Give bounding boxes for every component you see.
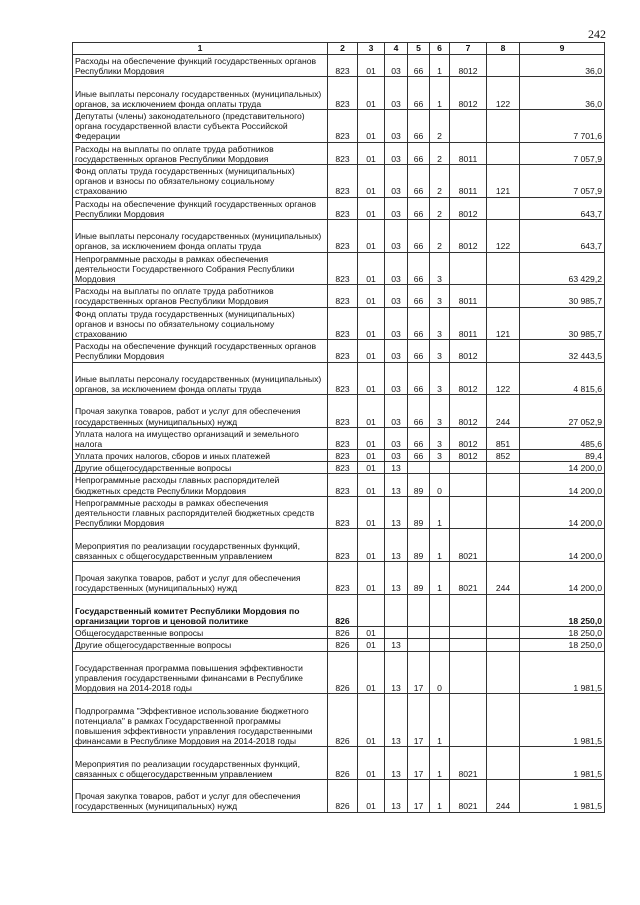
article-cell bbox=[450, 462, 487, 474]
subsection-cell: 03 bbox=[385, 340, 408, 362]
subprogram-cell: 3 bbox=[430, 307, 450, 340]
name-cell: Общегосударственные вопросы bbox=[73, 627, 328, 639]
name-cell: Мероприятия по реализации государственных функций, связанных с общегосударственным управлением bbox=[73, 529, 328, 562]
ministry-code-cell: 826 bbox=[328, 627, 358, 639]
expense-type-cell bbox=[487, 474, 520, 496]
expense-type-cell: 122 bbox=[487, 362, 520, 395]
amount-cell: 32 443,5 bbox=[520, 340, 605, 362]
subprogram-cell: 3 bbox=[430, 252, 450, 285]
section-cell: 01 bbox=[358, 651, 385, 694]
section-cell: 01 bbox=[358, 164, 385, 197]
name-cell: Расходы на выплаты по оплате труда работников государственных органов Республики Мордовия bbox=[73, 142, 328, 164]
program-cell: 66 bbox=[408, 362, 430, 395]
table-row bbox=[73, 197, 605, 219]
program-cell: 66 bbox=[408, 219, 430, 252]
article-cell: 8011 bbox=[450, 307, 487, 340]
table-row bbox=[73, 340, 605, 362]
expense-type-cell: 244 bbox=[487, 395, 520, 428]
section-cell: 01 bbox=[358, 285, 385, 307]
program-cell: 66 bbox=[408, 109, 430, 142]
subprogram-cell bbox=[430, 627, 450, 639]
table-row bbox=[73, 109, 605, 142]
name-cell: Расходы на обеспечение функций государственных органов Республики Мордовия bbox=[73, 55, 328, 77]
section-cell: 01 bbox=[358, 77, 385, 110]
article-cell bbox=[450, 694, 487, 747]
section-cell: 01 bbox=[358, 747, 385, 780]
name-cell: Фонд оплаты труда государственных (муниципальных) органов и взносы по обязательному социальному страхованию bbox=[73, 307, 328, 340]
program-cell: 17 bbox=[408, 747, 430, 780]
subprogram-cell bbox=[430, 594, 450, 627]
subsection-cell: 03 bbox=[385, 252, 408, 285]
article-cell: 8011 bbox=[450, 285, 487, 307]
program-cell: 17 bbox=[408, 780, 430, 813]
program-cell bbox=[408, 594, 430, 627]
expense-type-cell bbox=[487, 285, 520, 307]
table-row bbox=[73, 307, 605, 340]
table-row bbox=[73, 474, 605, 496]
section-cell: 01 bbox=[358, 529, 385, 562]
amount-cell: 63 429,2 bbox=[520, 252, 605, 285]
subsection-cell: 03 bbox=[385, 55, 408, 77]
expense-type-cell bbox=[487, 747, 520, 780]
table-row bbox=[73, 427, 605, 449]
expense-type-cell bbox=[487, 639, 520, 651]
program-cell bbox=[408, 627, 430, 639]
article-cell: 8012 bbox=[450, 362, 487, 395]
amount-cell: 7 057,9 bbox=[520, 164, 605, 197]
article-cell: 8012 bbox=[450, 427, 487, 449]
amount-cell: 1 981,5 bbox=[520, 780, 605, 813]
ministry-code-cell: 823 bbox=[328, 109, 358, 142]
table-row bbox=[73, 395, 605, 428]
ministry-code-cell: 823 bbox=[328, 529, 358, 562]
amount-cell: 36,0 bbox=[520, 55, 605, 77]
header-col-3: 3 bbox=[358, 43, 385, 55]
article-cell: 8011 bbox=[450, 142, 487, 164]
ministry-code-cell: 823 bbox=[328, 252, 358, 285]
amount-cell: 14 200,0 bbox=[520, 474, 605, 496]
article-cell: 8012 bbox=[450, 197, 487, 219]
program-cell: 89 bbox=[408, 529, 430, 562]
subprogram-cell: 1 bbox=[430, 55, 450, 77]
table-row bbox=[73, 529, 605, 562]
subprogram-cell: 1 bbox=[430, 496, 450, 529]
name-cell: Непрограммные расходы в рамках обеспечения деятельности Государственного Собрания Республики Мордовия bbox=[73, 252, 328, 285]
ministry-code-cell: 823 bbox=[328, 427, 358, 449]
subsection-cell bbox=[385, 594, 408, 627]
table-row bbox=[73, 594, 605, 627]
name-cell: Другие общегосударственные вопросы bbox=[73, 462, 328, 474]
name-cell: Государственная программа повышения эффективности управления государственными финансами в Республике Мордовия на 2014-2018 годы bbox=[73, 651, 328, 694]
amount-cell: 4 815,6 bbox=[520, 362, 605, 395]
expense-type-cell: 244 bbox=[487, 562, 520, 595]
subprogram-cell: 1 bbox=[430, 780, 450, 813]
section-cell: 01 bbox=[358, 639, 385, 651]
subsection-cell: 03 bbox=[385, 285, 408, 307]
program-cell: 89 bbox=[408, 562, 430, 595]
program-cell: 89 bbox=[408, 496, 430, 529]
expense-type-cell bbox=[487, 651, 520, 694]
header-col-6: 6 bbox=[430, 43, 450, 55]
ministry-code-cell: 823 bbox=[328, 562, 358, 595]
amount-cell: 14 200,0 bbox=[520, 562, 605, 595]
subsection-cell: 13 bbox=[385, 747, 408, 780]
program-cell: 17 bbox=[408, 694, 430, 747]
subsection-cell: 13 bbox=[385, 694, 408, 747]
ministry-code-cell: 823 bbox=[328, 395, 358, 428]
amount-cell: 643,7 bbox=[520, 197, 605, 219]
section-cell: 01 bbox=[358, 427, 385, 449]
amount-cell: 89,4 bbox=[520, 450, 605, 462]
section-cell: 01 bbox=[358, 474, 385, 496]
section-cell bbox=[358, 594, 385, 627]
article-cell bbox=[450, 252, 487, 285]
header-col-7: 7 bbox=[450, 43, 487, 55]
amount-cell: 1 981,5 bbox=[520, 694, 605, 747]
expense-type-cell bbox=[487, 340, 520, 362]
subsection-cell: 03 bbox=[385, 219, 408, 252]
expense-type-cell: 121 bbox=[487, 164, 520, 197]
ministry-code-cell: 823 bbox=[328, 164, 358, 197]
section-cell: 01 bbox=[358, 450, 385, 462]
section-cell: 01 bbox=[358, 780, 385, 813]
subsection-cell: 03 bbox=[385, 450, 408, 462]
header-col-2: 2 bbox=[328, 43, 358, 55]
program-cell bbox=[408, 639, 430, 651]
section-cell: 01 bbox=[358, 252, 385, 285]
expense-type-cell bbox=[487, 462, 520, 474]
ministry-code-cell: 823 bbox=[328, 285, 358, 307]
ministry-code-cell: 823 bbox=[328, 450, 358, 462]
subsection-cell: 13 bbox=[385, 474, 408, 496]
amount-cell: 18 250,0 bbox=[520, 639, 605, 651]
program-cell: 66 bbox=[408, 252, 430, 285]
subprogram-cell: 1 bbox=[430, 562, 450, 595]
program-cell: 66 bbox=[408, 395, 430, 428]
ministry-code-cell: 823 bbox=[328, 77, 358, 110]
expense-type-cell: 121 bbox=[487, 307, 520, 340]
subsection-cell: 03 bbox=[385, 307, 408, 340]
subsection-cell: 03 bbox=[385, 395, 408, 428]
expense-type-cell: 851 bbox=[487, 427, 520, 449]
name-cell: Другие общегосударственные вопросы bbox=[73, 639, 328, 651]
header-col-8: 8 bbox=[487, 43, 520, 55]
article-cell bbox=[450, 474, 487, 496]
ministry-code-cell: 826 bbox=[328, 594, 358, 627]
ministry-code-cell: 823 bbox=[328, 496, 358, 529]
table-body bbox=[73, 55, 605, 813]
subsection-cell: 13 bbox=[385, 780, 408, 813]
article-cell: 8012 bbox=[450, 340, 487, 362]
subsection-cell: 03 bbox=[385, 362, 408, 395]
ministry-code-cell: 823 bbox=[328, 474, 358, 496]
article-cell: 8011 bbox=[450, 164, 487, 197]
name-cell: Подпрограмма "Эффективное использование бюджетного потенциала" в рамках Государственной программы повышения эффективности управления государственными финансами в Республике Мордовия на 2014-2018 годы bbox=[73, 694, 328, 747]
amount-cell: 14 200,0 bbox=[520, 462, 605, 474]
name-cell: Иные выплаты персоналу государственных (муниципальных) органов, за исключением фонда оплаты труда bbox=[73, 362, 328, 395]
name-cell: Иные выплаты персоналу государственных (муниципальных) органов, за исключением фонда оплаты труда bbox=[73, 219, 328, 252]
section-cell: 01 bbox=[358, 307, 385, 340]
ministry-code-cell: 826 bbox=[328, 780, 358, 813]
program-cell: 89 bbox=[408, 474, 430, 496]
table-row bbox=[73, 747, 605, 780]
ministry-code-cell: 823 bbox=[328, 55, 358, 77]
table-row bbox=[73, 562, 605, 595]
subsection-cell: 13 bbox=[385, 496, 408, 529]
section-cell: 01 bbox=[358, 142, 385, 164]
name-cell: Расходы на выплаты по оплате труда работников государственных органов Республики Мордовия bbox=[73, 285, 328, 307]
table-row bbox=[73, 219, 605, 252]
table-row bbox=[73, 285, 605, 307]
subsection-cell: 13 bbox=[385, 639, 408, 651]
amount-cell: 14 200,0 bbox=[520, 529, 605, 562]
amount-cell: 27 052,9 bbox=[520, 395, 605, 428]
expense-type-cell bbox=[487, 142, 520, 164]
ministry-code-cell: 826 bbox=[328, 747, 358, 780]
name-cell: Прочая закупка товаров, работ и услуг для обеспечения государственных (муниципальных) нужд bbox=[73, 780, 328, 813]
expense-type-cell bbox=[487, 627, 520, 639]
table-row bbox=[73, 462, 605, 474]
subsection-cell: 13 bbox=[385, 562, 408, 595]
subprogram-cell: 2 bbox=[430, 197, 450, 219]
article-cell: 8021 bbox=[450, 529, 487, 562]
amount-cell: 36,0 bbox=[520, 77, 605, 110]
section-cell: 01 bbox=[358, 462, 385, 474]
section-cell: 01 bbox=[358, 362, 385, 395]
subprogram-cell: 2 bbox=[430, 164, 450, 197]
subprogram-cell: 3 bbox=[430, 362, 450, 395]
section-cell: 01 bbox=[358, 219, 385, 252]
expense-type-cell bbox=[487, 109, 520, 142]
program-cell: 66 bbox=[408, 450, 430, 462]
table-row bbox=[73, 450, 605, 462]
article-cell bbox=[450, 594, 487, 627]
subsection-cell: 13 bbox=[385, 651, 408, 694]
article-cell: 8012 bbox=[450, 450, 487, 462]
program-cell bbox=[408, 462, 430, 474]
name-cell: Прочая закупка товаров, работ и услуг для обеспечения государственных (муниципальных) нужд bbox=[73, 395, 328, 428]
subprogram-cell: 2 bbox=[430, 142, 450, 164]
table-row bbox=[73, 780, 605, 813]
name-cell: Мероприятия по реализации государственных функций, связанных с общегосударственным управлением bbox=[73, 747, 328, 780]
program-cell: 66 bbox=[408, 55, 430, 77]
ministry-code-cell: 823 bbox=[328, 142, 358, 164]
subprogram-cell: 3 bbox=[430, 427, 450, 449]
subsection-cell: 03 bbox=[385, 142, 408, 164]
ministry-code-cell: 823 bbox=[328, 307, 358, 340]
table-row bbox=[73, 77, 605, 110]
program-cell: 66 bbox=[408, 307, 430, 340]
subprogram-cell: 3 bbox=[430, 450, 450, 462]
table-row bbox=[73, 496, 605, 529]
subprogram-cell: 1 bbox=[430, 529, 450, 562]
subsection-cell: 13 bbox=[385, 462, 408, 474]
subprogram-cell: 3 bbox=[430, 340, 450, 362]
amount-cell: 485,6 bbox=[520, 427, 605, 449]
program-cell: 66 bbox=[408, 340, 430, 362]
table-row bbox=[73, 651, 605, 694]
article-cell bbox=[450, 109, 487, 142]
name-cell: Депутаты (члены) законодательного (представительного) органа государственной власти субъекта Российской Федерации bbox=[73, 109, 328, 142]
section-cell: 01 bbox=[358, 395, 385, 428]
section-cell: 01 bbox=[358, 55, 385, 77]
subsection-cell bbox=[385, 627, 408, 639]
header-col-5: 5 bbox=[408, 43, 430, 55]
section-cell: 01 bbox=[358, 694, 385, 747]
name-cell: Уплата налога на имущество организаций и земельного налога bbox=[73, 427, 328, 449]
header-col-1: 1 bbox=[73, 43, 328, 55]
expense-type-cell bbox=[487, 594, 520, 627]
table-row bbox=[73, 694, 605, 747]
table-row bbox=[73, 362, 605, 395]
subsection-cell: 03 bbox=[385, 77, 408, 110]
ministry-code-cell: 826 bbox=[328, 639, 358, 651]
program-cell: 66 bbox=[408, 77, 430, 110]
subprogram-cell: 2 bbox=[430, 219, 450, 252]
ministry-code-cell: 823 bbox=[328, 219, 358, 252]
subprogram-cell: 2 bbox=[430, 109, 450, 142]
ministry-code-cell: 826 bbox=[328, 694, 358, 747]
article-cell: 8012 bbox=[450, 219, 487, 252]
name-cell: Расходы на обеспечение функций государственных органов Республики Мордовия bbox=[73, 197, 328, 219]
article-cell: 8012 bbox=[450, 77, 487, 110]
article-cell: 8021 bbox=[450, 780, 487, 813]
article-cell bbox=[450, 651, 487, 694]
amount-cell: 14 200,0 bbox=[520, 496, 605, 529]
subsection-cell: 13 bbox=[385, 529, 408, 562]
name-cell: Государственный комитет Республики Мордовия по организации торгов и ценовой политике bbox=[73, 594, 328, 627]
article-cell bbox=[450, 627, 487, 639]
table-row bbox=[73, 55, 605, 77]
expense-type-cell bbox=[487, 252, 520, 285]
subsection-cell: 03 bbox=[385, 197, 408, 219]
header-col-9: 9 bbox=[520, 43, 605, 55]
subprogram-cell: 1 bbox=[430, 77, 450, 110]
expense-type-cell bbox=[487, 496, 520, 529]
name-cell: Иные выплаты персоналу государственных (муниципальных) органов, за исключением фонда оплаты труда bbox=[73, 77, 328, 110]
program-cell: 66 bbox=[408, 427, 430, 449]
program-cell: 66 bbox=[408, 197, 430, 219]
amount-cell: 1 981,5 bbox=[520, 747, 605, 780]
expense-type-cell bbox=[487, 694, 520, 747]
section-cell: 01 bbox=[358, 340, 385, 362]
program-cell: 66 bbox=[408, 285, 430, 307]
subprogram-cell: 3 bbox=[430, 395, 450, 428]
subprogram-cell: 0 bbox=[430, 651, 450, 694]
program-cell: 17 bbox=[408, 651, 430, 694]
table-row bbox=[73, 142, 605, 164]
subprogram-cell bbox=[430, 639, 450, 651]
expense-type-cell: 244 bbox=[487, 780, 520, 813]
name-cell: Непрограммные расходы главных распорядителей бюджетных средств Республики Мордовия bbox=[73, 474, 328, 496]
amount-cell: 643,7 bbox=[520, 219, 605, 252]
article-cell: 8012 bbox=[450, 395, 487, 428]
table-header-row bbox=[73, 43, 605, 55]
expense-type-cell bbox=[487, 529, 520, 562]
expense-type-cell: 122 bbox=[487, 219, 520, 252]
article-cell bbox=[450, 496, 487, 529]
ministry-code-cell: 823 bbox=[328, 362, 358, 395]
section-cell: 01 bbox=[358, 496, 385, 529]
amount-cell: 30 985,7 bbox=[520, 285, 605, 307]
ministry-code-cell: 826 bbox=[328, 651, 358, 694]
article-cell bbox=[450, 639, 487, 651]
amount-cell: 30 985,7 bbox=[520, 307, 605, 340]
amount-cell: 18 250,0 bbox=[520, 627, 605, 639]
budget-table bbox=[72, 42, 605, 813]
name-cell: Фонд оплаты труда государственных (муниципальных) органов и взносы по обязательному социальному страхованию bbox=[73, 164, 328, 197]
ministry-code-cell: 823 bbox=[328, 462, 358, 474]
amount-cell: 7 057,9 bbox=[520, 142, 605, 164]
table-row bbox=[73, 639, 605, 651]
subprogram-cell: 1 bbox=[430, 694, 450, 747]
amount-cell: 7 701,6 bbox=[520, 109, 605, 142]
table-row bbox=[73, 252, 605, 285]
name-cell: Прочая закупка товаров, работ и услуг для обеспечения государственных (муниципальных) нужд bbox=[73, 562, 328, 595]
subprogram-cell: 1 bbox=[430, 747, 450, 780]
program-cell: 66 bbox=[408, 164, 430, 197]
section-cell: 01 bbox=[358, 197, 385, 219]
article-cell: 8021 bbox=[450, 562, 487, 595]
ministry-code-cell: 823 bbox=[328, 197, 358, 219]
expense-type-cell bbox=[487, 55, 520, 77]
section-cell: 01 bbox=[358, 562, 385, 595]
expense-type-cell: 852 bbox=[487, 450, 520, 462]
subprogram-cell: 3 bbox=[430, 285, 450, 307]
expense-type-cell: 122 bbox=[487, 77, 520, 110]
subsection-cell: 03 bbox=[385, 109, 408, 142]
header-col-4: 4 bbox=[385, 43, 408, 55]
subprogram-cell bbox=[430, 462, 450, 474]
table-row bbox=[73, 627, 605, 639]
name-cell: Уплата прочих налогов, сборов и иных платежей bbox=[73, 450, 328, 462]
page-number: 242 bbox=[588, 27, 606, 41]
amount-cell: 1 981,5 bbox=[520, 651, 605, 694]
subsection-cell: 03 bbox=[385, 164, 408, 197]
expense-type-cell bbox=[487, 197, 520, 219]
table-row bbox=[73, 164, 605, 197]
subprogram-cell: 0 bbox=[430, 474, 450, 496]
name-cell: Расходы на обеспечение функций государственных органов Республики Мордовия bbox=[73, 340, 328, 362]
amount-cell: 18 250,0 bbox=[520, 594, 605, 627]
ministry-code-cell: 823 bbox=[328, 340, 358, 362]
article-cell: 8021 bbox=[450, 747, 487, 780]
section-cell: 01 bbox=[358, 627, 385, 639]
program-cell: 66 bbox=[408, 142, 430, 164]
section-cell: 01 bbox=[358, 109, 385, 142]
name-cell: Непрограммные расходы в рамках обеспечения деятельности главных распорядителей бюджетных средств Республики Мордовия bbox=[73, 496, 328, 529]
subsection-cell: 03 bbox=[385, 427, 408, 449]
article-cell: 8012 bbox=[450, 55, 487, 77]
